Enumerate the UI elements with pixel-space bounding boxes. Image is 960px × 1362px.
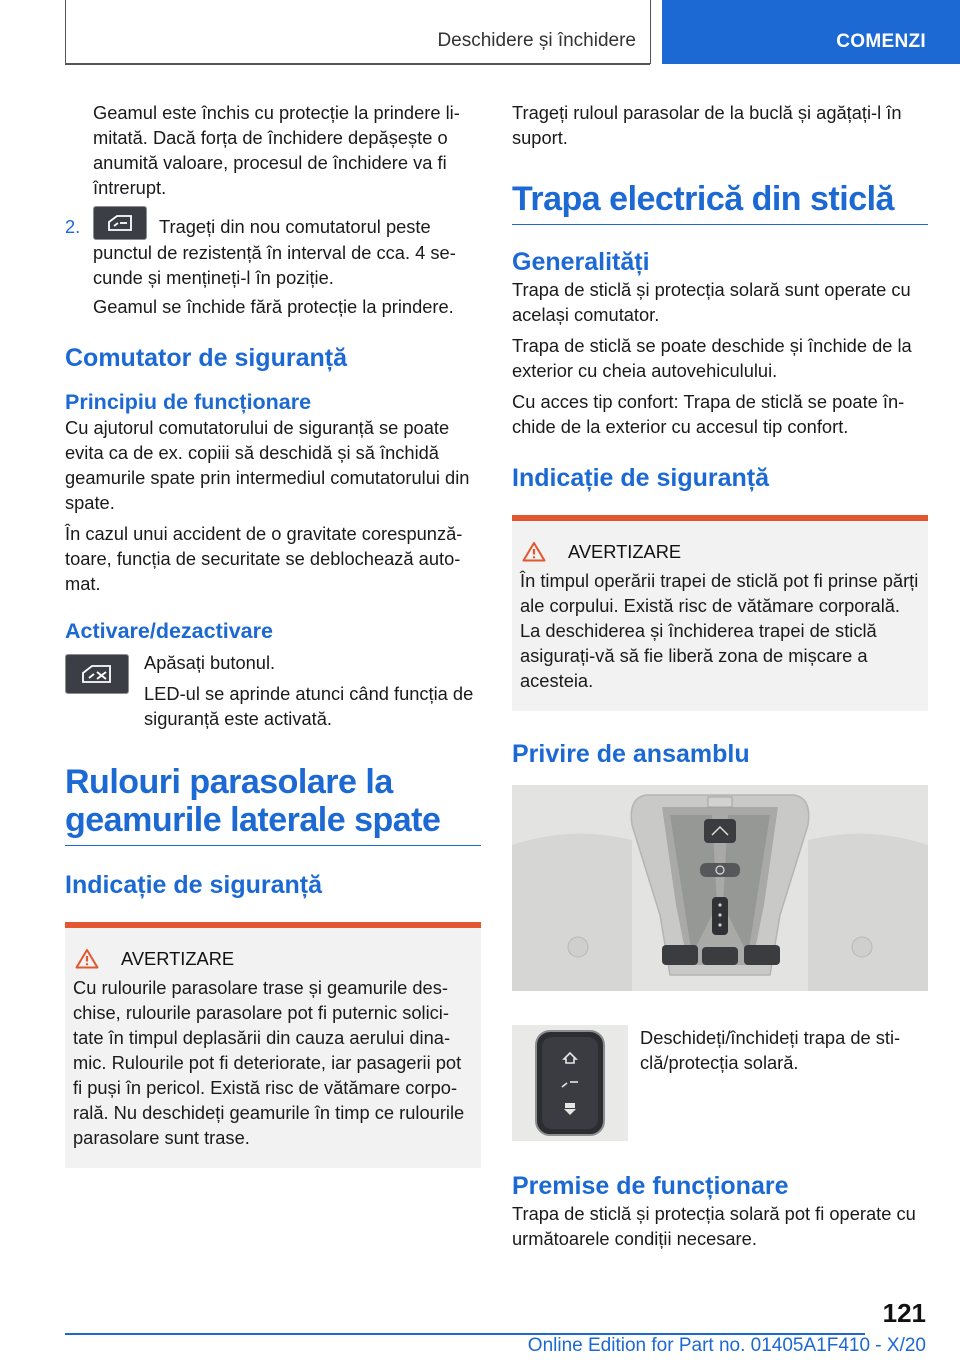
warning-triangle-icon <box>522 541 546 562</box>
heading-indicatie-left: Indicație de siguranță <box>65 871 323 899</box>
heading-privire: Privire de ansamblu <box>512 740 750 768</box>
warning-title-right-text: AVERTIZARE <box>568 541 682 562</box>
sunroof-switch-image <box>512 1025 628 1141</box>
generalitati-text-2: Trapa de sticlă se poate deschide și închide de la exterior cu cheia autovehiculului. <box>512 335 912 381</box>
window-closing-note: Geamul este închis cu protecție la prindere limitată. Dacă forța de închidere depășește o anumită valoare, procesul de închidere va fi întrerupt. <box>93 102 460 198</box>
warning-title-left-text: AVERTIZARE <box>121 948 235 969</box>
switch-callout <box>512 1025 928 1141</box>
heading-principiu: Principiu de funcționare <box>65 390 312 414</box>
generalitati-text-1: Trapa de sticlă și protecția solară sunt operate cu același comutator. <box>512 279 911 325</box>
step-2-number: 2. <box>65 216 81 237</box>
safety-switch-icon <box>65 654 129 694</box>
activare-block <box>65 650 481 731</box>
step-2-text: Trageți din nou comutatorul peste punctul de rezistență în interval de cca. 4 secunde și mențineți-l în poziție. <box>93 216 456 288</box>
warning-box-rulouri <box>65 922 481 1168</box>
principiu-text-1: Cu ajutorul comutatorului de siguranță se poate evita ca de ex. copiii să deschidă și să închidă geamurile spate prin intermediul comutatorului din spate. <box>65 417 470 513</box>
page-number: 121 <box>882 1298 926 1328</box>
right-column <box>512 100 928 1251</box>
premise-text: Trapa de sticlă și protecția solară pot fi operate cu următoarele condiții necesare. <box>512 1203 916 1249</box>
left-column <box>65 100 481 1168</box>
header-rule-left <box>65 0 66 64</box>
heading-indicatie-right: Indicație de siguranță <box>512 464 770 492</box>
heading-generalitati: Generalități <box>512 248 650 276</box>
header-rule-bottom <box>65 63 650 65</box>
window-switch-icon <box>93 206 147 240</box>
heading-premise: Premise de funcționare <box>512 1172 789 1200</box>
activare-text-2: LED-ul se aprinde atunci când funcția de siguranță este activată. <box>144 683 474 729</box>
step-2-result: Geamul se închide fără protecție la prindere. <box>93 296 454 317</box>
rulou-text: Trageți ruloul parasolar de la buclă și agățați-l în suport. <box>512 102 902 148</box>
heading-activare: Activare/dezactivare <box>65 619 273 643</box>
warning-text-right: În timpul operării trapei de sticlă pot fi prinse părți ale corpului. Există risc de vătămare corporală. La deschiderea și închiderea trapei de sticlă asigurați-vă să fie liberă zona de mișcare a acesteia. <box>520 570 919 691</box>
principiu-text-2: În cazul unui accident de o gravitate corespunzătoare, funcția de securitate se deblochează automat. <box>65 523 463 594</box>
header-rule-right <box>650 0 651 64</box>
heading-rulouri: Rulouri parasolare la geamurile laterale spate <box>65 763 481 846</box>
warning-box-trapa <box>512 515 928 711</box>
header-section-title: Deschidere și închidere <box>437 30 636 51</box>
warning-title-right <box>520 539 920 564</box>
heading-trapa: Trapa electrică din sticlă <box>512 180 928 225</box>
warning-triangle-icon <box>75 948 99 969</box>
heading-comutator: Comutator de siguranță <box>65 344 347 372</box>
warning-title-left <box>73 946 473 971</box>
switch-caption: Deschideți/închideți trapa de sticlă/protecția solară. <box>640 1027 901 1073</box>
warning-text-left: Cu rulourile parasolare trase și geamurile deschise, rulourile parasolare pot fi puternic solicitate în timpul deplasării din cauza aerului dinamic. Rulourile pot fi deteriorate, iar pasagerii pot fi puși în pericol. Există risc de vătămare corporală. Nu deschideți geamurile în timp ce rulourile parasolare sunt trase. <box>73 977 465 1148</box>
step-2 <box>65 214 481 290</box>
footer-edition-text: Online Edition for Part no. 01405A1F410 - X/20 <box>527 1335 926 1356</box>
header-chapter-label: COMENZI <box>836 31 926 52</box>
overhead-console-image <box>512 785 928 991</box>
generalitati-text-3: Cu acces tip confort: Trapa de sticlă se poate închide de la exterior cu accesul tip confort. <box>512 391 905 437</box>
activare-text-1: Apăsați butonul. <box>144 652 276 673</box>
